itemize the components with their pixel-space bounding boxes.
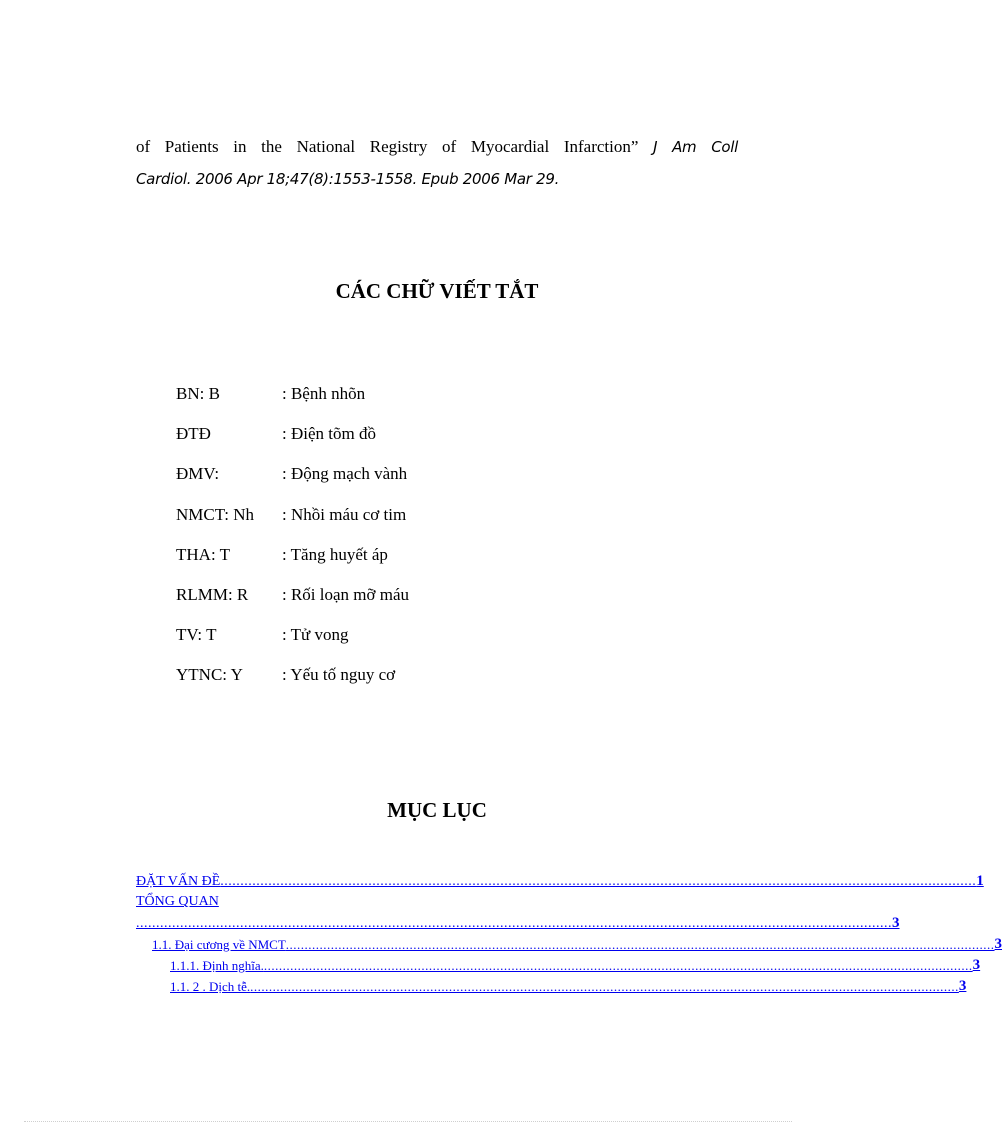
- abbreviations-title: CÁC CHỮ VIẾT TẮT: [335, 279, 539, 303]
- citation-line-2: Cardiol. 2006 Apr 18;47(8):1553-1558. Epub 2006 Mar 29.: [136, 170, 560, 188]
- toc-entry-tong-quan[interactable]: [136, 891, 738, 911]
- abbreviation-code: THA: T: [176, 544, 230, 564]
- abbreviations-list: [176, 384, 576, 706]
- abbreviation-meaning: : Rối loạn mỡ máu: [282, 584, 410, 604]
- toc-leader-dots: .............................................................................................................................................................................................: [263, 958, 973, 973]
- abbreviation-row: [176, 665, 576, 705]
- abbreviation-meaning: : Yếu tố nguy cơ: [282, 665, 396, 685]
- toc-entry-label: 1.1.1. Định nghĩa.: [170, 958, 264, 973]
- abbreviation-row: [176, 505, 576, 545]
- toc-leader-dots: .............................................................................................................................................................................................: [220, 874, 977, 889]
- abbreviation-row: [176, 585, 576, 625]
- citation-line-1: [136, 131, 738, 163]
- citation-text: of Patients in the National Registry of Myocardial Infarction”: [136, 137, 639, 156]
- abbreviation-meaning: : Tăng huyết áp: [282, 544, 388, 564]
- toc-entry-dich-te[interactable]: [136, 975, 967, 996]
- toc-leader-dots: .............................................................................................................................................................................................: [285, 937, 995, 952]
- toc-page-number: 3: [994, 936, 1002, 952]
- table-of-contents-title: MỤC LỤC: [387, 798, 487, 822]
- citation-journal: J Am Coll: [653, 138, 738, 156]
- toc-entry-dinh-nghia[interactable]: [136, 954, 981, 975]
- abbreviation-row: [176, 424, 576, 464]
- abbreviation-code: BN: B: [176, 384, 220, 403]
- abbreviation-code: NMCT: Nh: [176, 504, 255, 524]
- abbreviation-code: RLMM: R: [176, 584, 249, 604]
- abbreviation-meaning: : Tử vong: [282, 625, 349, 645]
- toc-leader-dots: .............................................................................................................................................................................................: [250, 979, 959, 994]
- abbreviation-row: [176, 384, 576, 424]
- toc-page-number: 3: [972, 957, 981, 973]
- toc-entry-label: 1.1. 2 . Dịch tễ.: [170, 979, 251, 994]
- abbreviation-code: YTNC: Y: [176, 665, 243, 685]
- reference-citation: [136, 131, 738, 195]
- toc-leader-dots: .............................................................................................................................................................................................: [136, 916, 892, 931]
- abbreviation-row: [176, 464, 576, 504]
- abbreviation-meaning: : Điện tõm đồ: [282, 424, 376, 444]
- toc-entry-dat-van-de[interactable]: [136, 870, 984, 891]
- abbreviation-code: ĐMV:: [176, 464, 220, 484]
- toc-page-number: 3: [892, 915, 900, 931]
- toc-entry-label: TỔNG QUAN: [136, 894, 219, 909]
- abbreviation-meaning: : Nhồi máu cơ tim: [282, 504, 407, 524]
- abbreviation-meaning: : Bệnh nhõn: [282, 384, 366, 403]
- page-bottom-divider: [24, 1121, 792, 1122]
- toc-entry-dai-cuong[interactable]: [136, 933, 1002, 954]
- toc-entry-tong-quan-leader[interactable]: [136, 911, 900, 933]
- abbreviation-code: TV: T: [176, 625, 217, 645]
- abbreviation-row: [176, 545, 576, 585]
- toc-entry-label: 1.1. Đại cương về NMCT: [152, 937, 286, 952]
- abbreviation-meaning: : Động mạch vành: [282, 464, 408, 484]
- abbreviation-code: ĐTĐ: [176, 424, 211, 444]
- toc-page-number: 3: [958, 978, 967, 994]
- toc-entry-label: ĐẶT VẤN ĐỀ: [136, 874, 221, 889]
- table-of-contents: [136, 870, 1002, 996]
- abbreviation-row: [176, 625, 576, 665]
- toc-page-number: 1: [976, 873, 984, 889]
